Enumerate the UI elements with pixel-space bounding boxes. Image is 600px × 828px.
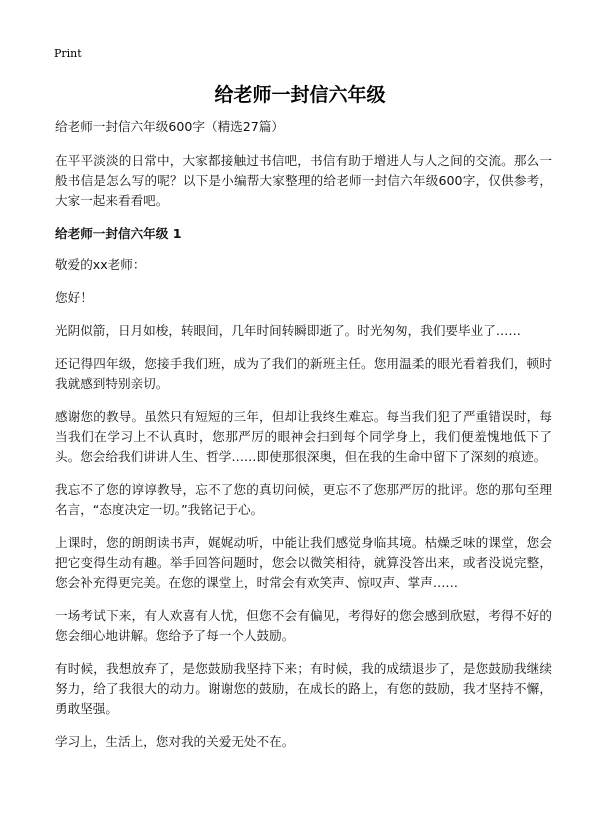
document-body bbox=[55, 117, 552, 765]
letter-salutation: 敬爱的xx老师： bbox=[55, 257, 146, 272]
letter-paragraph: 我忘不了您的谆谆教导，忘不了您的真切问候，更忘不了您那严厉的批评。您的那句至理名言，“态度决定一切。”我铭记于心。 bbox=[55, 482, 552, 517]
letter-paragraph: 光阴似箭，日月如梭，转眼间，几年时间转瞬即逝了。时光匆匆，我们要毕业了…… bbox=[55, 323, 521, 338]
letter-paragraph: 感谢您的教导。虽然只有短短的三年，但却让我终生难忘。每当我们犯了严重错误时，每当我们在学习上不认真时，您那严厉的眼神会扫到每个同学身上，我们便羞愧地低下了头。您会给我们讲讲人生、哲学……即使那很深奥，但在我的生命中留下了深刻的痕迹。 bbox=[55, 409, 552, 464]
letter-paragraph: 还记得四年级，您接手我们班，成为了我们的新班主任。您用温柔的眼光看着我们，顿时我就感到特别亲切。 bbox=[55, 356, 552, 391]
letter-greeting: 您好！ bbox=[55, 290, 93, 305]
letter-paragraph: 有时候，我想放弃了，是您鼓励我坚持下来；有时候，我的成绩退步了，是您鼓励我继续努力，给了我很大的动力。谢谢您的鼓励，在成长的路上，有您的鼓励，我才坚持不懈，勇敢坚强。 bbox=[55, 661, 552, 716]
letter-paragraph: 上课时，您的朗朗读书声，娓娓动听，中能让我们感觉身临其境。枯燥乏味的课堂，您会把它变得生动有趣。举手回答问题时，您会以微笑相待，就算没答出来，或者没说完整，您会补充得更完美。在您的课堂上，时常会有欢笑声、惊叹声、掌声…… bbox=[55, 535, 552, 590]
letter-paragraph: 一场考试下来，有人欢喜有人忧，但您不会有偏见，考得好的您会感到欣慰，考得不好的您会细心地讲解。您给予了每一个人鼓励。 bbox=[55, 608, 552, 643]
section-heading: 给老师一封信六年级 1 bbox=[55, 226, 182, 241]
letter-paragraph: 学习上，生活上，您对我的关爱无处不在。 bbox=[55, 734, 295, 749]
intro-paragraph: 在平平淡淡的日常中，大家都接触过书信吧，书信有助于增进人与人之间的交流。那么一般书信是怎么写的呢？以下是小编帮大家整理的给老师一封信六年级600字，仅供参考，大家一起来看看吧。 bbox=[55, 153, 552, 208]
document-subtitle: 给老师一封信六年级600字（精选27篇） bbox=[55, 119, 284, 134]
page-title: 给老师一封信六年级 bbox=[214, 84, 386, 106]
print-link[interactable]: Print bbox=[54, 47, 82, 60]
